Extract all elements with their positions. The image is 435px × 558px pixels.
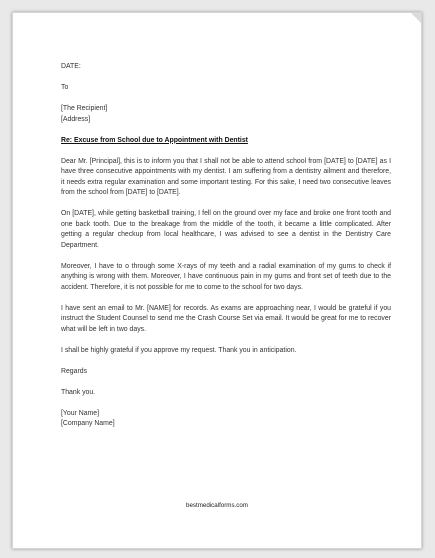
regards-line: Regards — [61, 367, 88, 375]
recipient-address: [Address] — [61, 115, 91, 123]
letter-body — [61, 62, 391, 440]
subject-line: Re: Excuse from School due to Appointment with Dentist — [61, 136, 248, 144]
thank-you-line: Thank you. — [61, 388, 96, 396]
footer-site: bestmedicalforms.com — [186, 502, 248, 509]
page-fold-corner — [411, 13, 421, 23]
letter-page — [12, 12, 422, 549]
sender-company: [Company Name] — [61, 420, 115, 427]
paragraph-2: On [DATE], while getting basketball training, I fell on the ground over my face and broke one front tooth and one back tooth. Due to the breakage from the middle of the tooth, it became a little complicated. After getting a regular checkup from local healthcare, I was advised to see a dentist in the Dentistry Care Department. — [61, 210, 391, 249]
signature-block — [61, 409, 391, 430]
date-line: DATE: — [61, 63, 81, 70]
paragraph-1: Dear Mr. [Principal], this is to inform you that I shall not be able to attend school from [DATE] to [DATE] as I have three consecutive appointments with my dentist. I am suffering from a dentistry ailment and therefore, it needs extra regular examination and some important testing. For this sake, I need two consecutive leaves from the school from [DATE] to [DATE]. — [61, 157, 391, 196]
paragraph-5: I shall be highly grateful if you approve my request. Thank you in anticipation. — [61, 346, 297, 354]
to-line: To — [61, 84, 69, 91]
paragraph-3: Moreover, I have to o through some X-rays of my teeth and a radial examination of my gums to check if anything is wrong with them. Moreover, I have continuous pain in my gums and front set of teeth due to the accident. Therefore, it is not possible for me to come to the school for two days. — [61, 262, 391, 291]
sender-name: [Your Name] — [61, 409, 100, 417]
recipient-name: [The Recipient] — [61, 105, 108, 112]
recipient-block — [61, 104, 391, 125]
paragraph-4: I have sent an email to Mr. [NAME] for records. As exams are approaching near, I would be grateful if you instruct the Student Counsel to send me the Crash Course Set via email. It would be great for me to recover what will be left in two days. — [61, 304, 391, 333]
